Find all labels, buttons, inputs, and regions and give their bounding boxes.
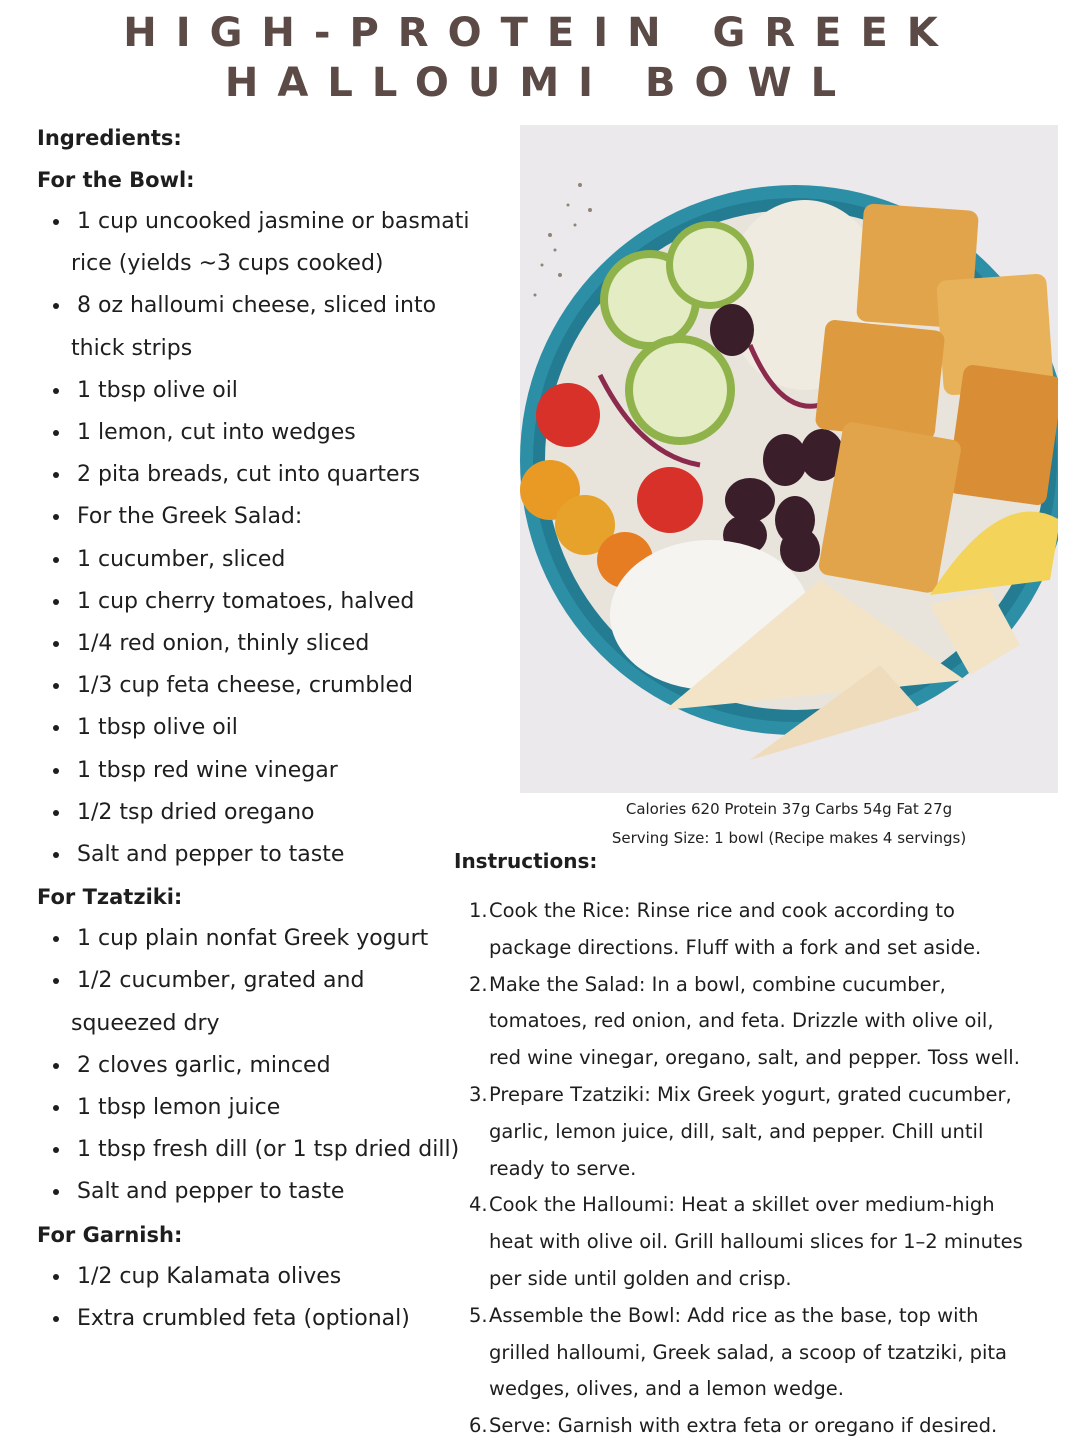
step-text: heat with olive oil. Grill halloumi slices for 1–2 minutes <box>489 1230 1023 1254</box>
step-text: Cook the Halloumi: Heat a skillet over medium-high <box>489 1193 995 1217</box>
ingredient-text: Salt and pepper to taste <box>77 1179 345 1205</box>
ingredient-text: For the Greek Salad: <box>77 504 303 530</box>
ingredient-text: 1 tbsp olive oil <box>77 715 238 741</box>
ingredient-item <box>37 454 507 496</box>
step-number: 4. <box>469 1193 488 1217</box>
ingredient-item <box>37 201 507 285</box>
instruction-step <box>469 1077 1069 1187</box>
step-text: Assemble the Bowl: Add rice as the base, top with <box>489 1303 979 1327</box>
ingredients-heading: Ingredients: <box>37 126 182 150</box>
nutrition-facts: Calories 620 Protein 37g Carbs 54g Fat 27g <box>625 800 953 818</box>
ingredient-text: 8 oz halloumi cheese, sliced into <box>77 293 437 319</box>
ingredient-text: 1 tbsp lemon juice <box>77 1095 281 1121</box>
ingredient-item <box>37 1087 507 1129</box>
instruction-step <box>469 1187 1069 1297</box>
ingredient-text: 1 lemon, cut into wedges <box>77 420 356 446</box>
instruction-step <box>469 1408 1069 1445</box>
ingredient-item <box>37 285 507 369</box>
page-title-line-1: HIGH-PROTEIN GREEK <box>123 10 957 56</box>
step-text: package directions. Fluff with a fork and set aside. <box>489 935 982 959</box>
garnish-ingredient-list <box>37 1256 507 1340</box>
step-number: 2. <box>469 972 488 996</box>
ingredient-text: 2 cloves garlic, minced <box>77 1052 331 1078</box>
ingredients-column <box>37 117 507 1340</box>
tzatziki-ingredient-list <box>37 918 507 1213</box>
ingredient-text: 1/2 tsp dried oregano <box>77 799 315 825</box>
step-text: Serve: Garnish with extra feta or oregano if desired. <box>489 1414 998 1438</box>
ingredient-text: squeezed dry <box>71 1010 220 1036</box>
bowl-illustration <box>520 125 1058 793</box>
garnish-section-heading: For Garnish: <box>37 1222 183 1247</box>
ingredient-text: 1 tbsp red wine vinegar <box>77 757 338 783</box>
halloumi-bowl-photo <box>520 125 1058 793</box>
ingredient-item <box>37 792 507 834</box>
step-number: 5. <box>469 1303 488 1327</box>
ingredient-item <box>37 496 507 538</box>
step-text: red wine vinegar, oregano, salt, and pepper. Toss well. <box>489 1046 1020 1070</box>
instruction-step <box>469 967 1069 1077</box>
ingredient-item <box>37 1256 507 1298</box>
ingredient-item <box>37 707 507 749</box>
bowl-section-heading: For the Bowl: <box>37 168 195 192</box>
step-text: Cook the Rice: Rinse rice and cook according to <box>489 899 955 922</box>
step-text: tomatoes, red onion, and feta. Drizzle with olive oil, <box>489 1009 994 1033</box>
step-text: wedges, olives, and a lemon wedge. <box>489 1377 844 1401</box>
ingredient-text: 1 cup plain nonfat Greek yogurt <box>77 926 429 952</box>
ingredient-item <box>37 623 507 665</box>
ingredient-text: 1/2 cup Kalamata olives <box>77 1263 342 1289</box>
ingredient-item <box>37 581 507 623</box>
tzatziki-section-heading: For Tzatziki: <box>37 885 183 910</box>
step-text: grilled halloumi, Greek salad, a scoop of tzatziki, pita <box>489 1340 1007 1364</box>
instructions-heading: Instructions: <box>454 849 598 873</box>
ingredient-text: 1 tbsp olive oil <box>77 377 238 403</box>
ingredient-text: rice (yields ~3 cups cooked) <box>71 251 384 277</box>
ingredient-item <box>37 539 507 581</box>
ingredient-item <box>37 1045 507 1087</box>
ingredient-item <box>37 960 507 1044</box>
page-title-line-2: HALLOUMI BOWL <box>224 60 856 106</box>
ingredient-text: 1 cup uncooked jasmine or basmati <box>77 209 470 234</box>
ingredient-item <box>37 1129 507 1171</box>
ingredient-text: 1/4 red onion, thinly sliced <box>77 631 370 657</box>
ingredient-text: 1 cucumber, sliced <box>77 546 286 572</box>
ingredient-item <box>37 834 507 876</box>
ingredient-item <box>37 370 507 412</box>
serving-size: Serving Size: 1 bowl (Recipe makes 4 servings) <box>611 829 967 847</box>
ingredient-text: Salt and pepper to taste <box>77 842 345 868</box>
ingredient-item <box>37 918 507 960</box>
ingredient-text: 1 cup cherry tomatoes, halved <box>77 588 415 614</box>
step-number: 3. <box>469 1082 488 1106</box>
step-text: ready to serve. <box>489 1156 637 1180</box>
step-text: Prepare Tzatziki: Mix Greek yogurt, grated cucumber, <box>489 1082 1012 1106</box>
step-text: per side until golden and crisp. <box>489 1266 792 1290</box>
ingredient-text: Extra crumbled feta (optional) <box>77 1305 410 1331</box>
ingredient-item <box>37 412 507 454</box>
step-text: garlic, lemon juice, dill, salt, and pepper. Chill until <box>489 1119 984 1143</box>
ingredient-text: 2 pita breads, cut into quarters <box>77 462 421 488</box>
ingredient-text: 1/2 cucumber, grated and <box>77 968 365 994</box>
ingredient-text: thick strips <box>71 335 193 361</box>
bowl-ingredient-list <box>37 201 507 876</box>
instruction-step <box>469 1298 1069 1408</box>
ingredient-text: 1/3 cup feta cheese, crumbled <box>77 673 413 699</box>
ingredient-item <box>37 665 507 707</box>
ingredient-item <box>37 750 507 792</box>
ingredient-item <box>37 1298 507 1340</box>
ingredient-item <box>37 1171 507 1213</box>
instruction-steps <box>469 893 1069 1445</box>
step-text: Make the Salad: In a bowl, combine cucumber, <box>489 972 946 996</box>
ingredient-text: 1 tbsp fresh dill (or 1 tsp dried dill) <box>77 1137 460 1163</box>
step-number: 6. <box>469 1414 488 1438</box>
step-number: 1. <box>469 899 488 922</box>
instruction-step <box>469 893 1069 967</box>
